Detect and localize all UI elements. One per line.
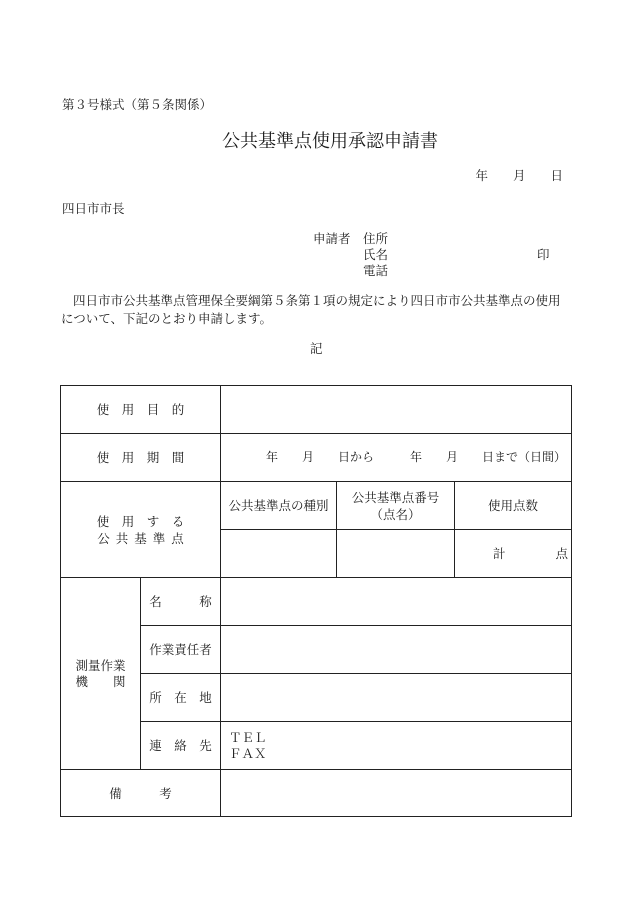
- addressee: 四日市市長: [62, 201, 125, 216]
- period-value: 年 月 日から 年 月 日まで（日間）: [221, 434, 572, 482]
- agency-manager-value-cell: [221, 626, 572, 674]
- agency-address-value-cell: [221, 674, 572, 722]
- phone-label: 電話: [363, 263, 389, 278]
- name-label: 氏名: [363, 247, 389, 262]
- seal-mark: 印: [537, 247, 550, 262]
- agency-address-label: 所 在 地: [141, 674, 221, 722]
- points-number-header: [337, 482, 455, 530]
- body-line-1: 四日市市公共基準点管理保全要綱第５条第１項の規定により四日市市公共基準点の使用: [73, 293, 561, 308]
- ki-heading: 記: [310, 341, 323, 356]
- agency-contact-value: [221, 722, 572, 770]
- points-label: [61, 482, 221, 578]
- points-total: 計 点: [455, 530, 572, 578]
- agency-manager-label: 作業責任者: [141, 626, 221, 674]
- body-line-2: について、下記のとおり申請します。: [61, 311, 273, 326]
- date-line: 年 月 日: [475, 168, 563, 183]
- agency-name-value-cell: [221, 578, 572, 626]
- remarks-value-cell: [221, 770, 572, 817]
- points-label-line-1: 使 用 す る: [96, 513, 185, 529]
- form-number: 第３号様式（第５条関係）: [62, 97, 213, 112]
- remarks-label: 備 考: [61, 770, 221, 817]
- points-type-value-cell: [221, 530, 337, 578]
- purpose-value-cell: [221, 386, 572, 434]
- application-table: [60, 385, 572, 817]
- points-number-value-cell: [337, 530, 455, 578]
- contact-tel-label: ＴＥＬ: [229, 729, 267, 745]
- points-label-line-2: 公 共 基 準 点: [97, 530, 184, 546]
- applicant-label: 申請者: [313, 231, 351, 246]
- agency-name-label: 名 称: [141, 578, 221, 626]
- points-type-header: 公共基準点の種別: [221, 482, 337, 530]
- contact-fax-label: ＦＡＸ: [229, 745, 267, 761]
- agency-label-line-2: 機 関: [75, 673, 126, 689]
- address-label: 住所: [363, 231, 389, 246]
- period-label: 使 用 期 間: [61, 434, 221, 482]
- points-number-header-line-2: （点名）: [370, 506, 421, 522]
- agency-label: [61, 578, 141, 770]
- purpose-label: 使 用 目 的: [61, 386, 221, 434]
- points-number-header-line-1: 公共基準点番号: [351, 489, 440, 505]
- form-title: 公共基準点使用承認申請書: [222, 131, 438, 152]
- points-count-header: 使用点数: [455, 482, 572, 530]
- agency-label-line-1: 測量作業: [75, 657, 126, 673]
- agency-contact-label: 連 絡 先: [141, 722, 221, 770]
